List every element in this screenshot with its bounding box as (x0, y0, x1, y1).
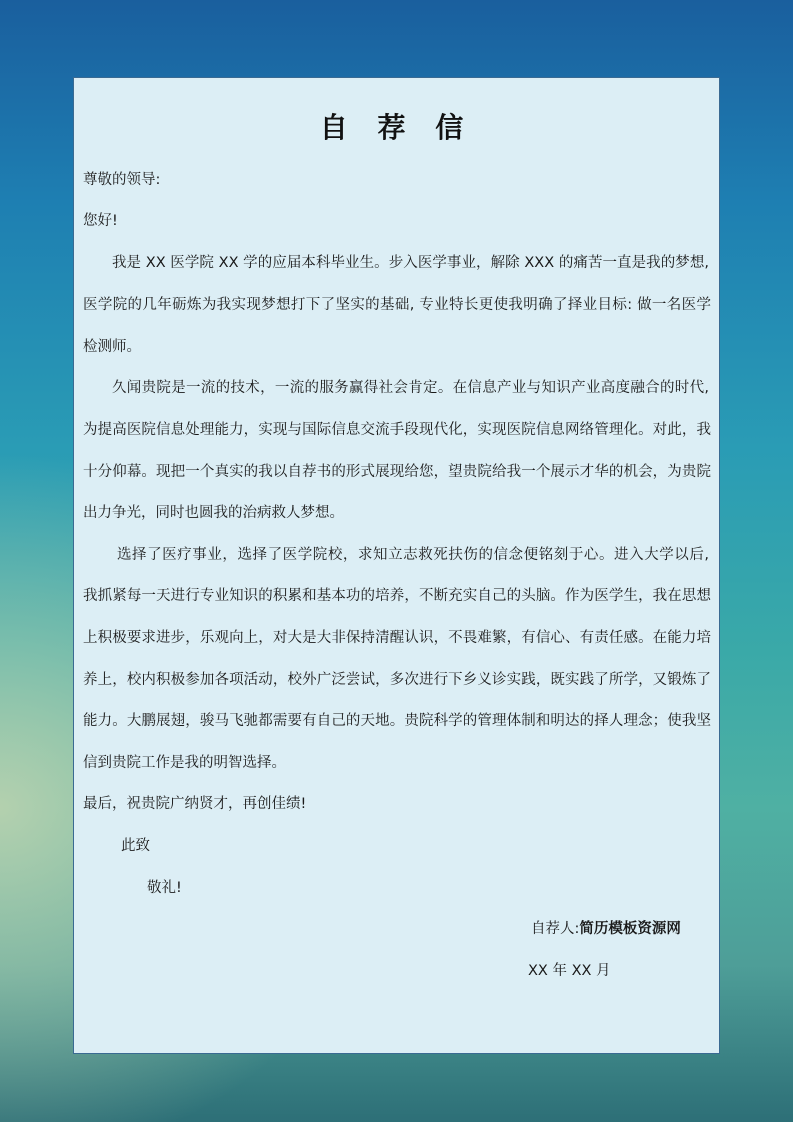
paragraph-3-line-2: 我抓紧每一天进行专业知识的积累和基本功的培养，不断充实自己的头脑。作为医学生，我在思想 (83, 588, 711, 604)
paragraph-2-line-2: 为提高医院信息处理能力，实现与国际信息交流手段现代化，实现医院信息网络管理化。对此，我 (83, 422, 711, 438)
signer-name: 简历模板资源网 (579, 921, 681, 937)
paragraph-1-line-2: 医学院的几年砺炼为我实现梦想打下了坚实的基础, 专业特长更使我明确了择业目标: 做一名医学 (83, 297, 711, 313)
paragraph-3-line-1: 选择了医疗事业，选择了医学院校，求知立志救死扶伤的信念便铭刻于心。进入大学以后, (117, 547, 709, 563)
paragraph-2-line-3: 十分仰幕。现把一个真实的我以自荐书的形式展现给您，望贵院给我一个展示才华的机会，为贵院 (83, 464, 711, 480)
closing-line: 最后，祝贵院广纳贤才，再创佳绩! (83, 796, 307, 812)
greeting: 您好! (83, 213, 118, 229)
letter-date: XX 年 XX 月 (528, 963, 611, 979)
paragraph-1-line-1: 我是 XX 医学院 XX 学的应届本科毕业生。步入医学事业，解除 XXX 的痛苦一直是我的梦想, (112, 255, 709, 271)
paragraph-3-line-3: 上积极要求进步，乐观向上，对大是大非保持清醒认识，不畏难繁，有信心、有责任感。在能力培 (83, 630, 711, 646)
sign-off-1: 此致 (121, 838, 150, 854)
letter-title: 自 荐 信 (319, 111, 474, 144)
signer (531, 919, 711, 939)
sign-off-2: 敬礼! (147, 880, 182, 896)
paragraph-2-line-4: 出力争光，同时也圆我的治病救人梦想。 (83, 505, 344, 521)
paragraph-3-line-6: 信到贵院工作是我的明智选择。 (83, 755, 286, 771)
paragraph-1-line-3: 检测师。 (83, 339, 141, 355)
paragraph-3-line-5: 能力。大鹏展翅，骏马飞驰都需要有自己的天地。贵院科学的管理体制和明达的择人理念；使我坚 (83, 713, 711, 729)
paragraph-3-line-4: 养上，校内积极参加各项活动，校外广泛尝试，多次进行下乡义诊实践，既实践了所学，又锻炼了 (83, 672, 711, 688)
signer-label: 自荐人: (531, 921, 580, 937)
paragraph-2-line-1: 久闻贵院是一流的技术，一流的服务赢得社会肯定。在信息产业与知识产业高度融合的时代, (112, 380, 709, 396)
salutation: 尊敬的领导: (83, 172, 161, 188)
